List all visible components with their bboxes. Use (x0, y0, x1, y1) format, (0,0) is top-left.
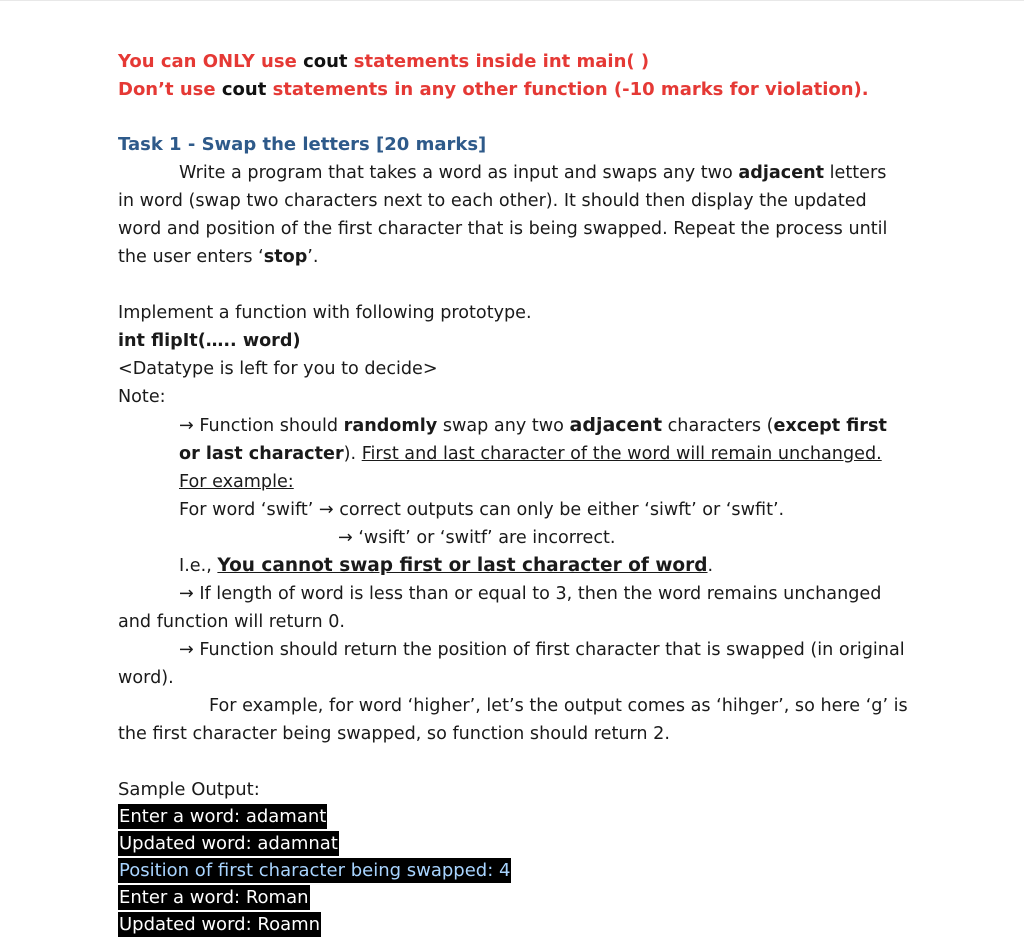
intro-text: ’. (307, 247, 319, 267)
page-top-border (0, 0, 1024, 1)
note-bold-except: except first or last character (179, 416, 887, 464)
sample-line (118, 831, 908, 858)
intro-bold-adjacent: adjacent (738, 163, 825, 183)
note-randomly-swap (118, 411, 908, 496)
warning-text: statements in any other function (-10 marks for violation). (266, 79, 869, 100)
warning-text: Don’t use (118, 79, 222, 100)
sample-line (118, 858, 908, 885)
example-incorrect-line: → ‘wsift’ or ‘switf’ are incorrect. (338, 528, 616, 548)
sample-line-text: Updated word: adamnat (119, 833, 338, 854)
ie-bold-underline: You cannot swap first or last character of word (217, 555, 708, 576)
warning-text: statements inside int main( ) (347, 51, 650, 72)
note-length: → If length of word is less than or equal to 3, then the word remains unchanged and function will return 0. (118, 584, 882, 632)
intro-bold-stop: stop (263, 247, 308, 267)
document-page (118, 48, 908, 939)
cout-keyword: cout (221, 79, 267, 100)
sample-output-block (118, 804, 908, 939)
datatype-note: <Datatype is left for you to decide> (118, 359, 438, 379)
sample-line (118, 912, 908, 939)
ie-line (118, 552, 908, 580)
note-label: Note: (118, 387, 166, 407)
cout-keyword: cout (303, 51, 348, 72)
example-swift-line: For word ‘swift’ → correct outputs can only be either ‘siwft’ or ‘swfit’. (179, 500, 785, 520)
warning-text: You can ONLY use (118, 51, 304, 72)
task-title: Task 1 - Swap the letters [20 marks] (118, 134, 487, 155)
sample-line-text: Enter a word: adamant (119, 806, 327, 827)
implement-line: Implement a function with following prototype. (118, 303, 532, 323)
note-bold-adjacent: adjacent (569, 414, 663, 436)
warning-line-1 (118, 48, 908, 76)
note-return-position: → Function should return the position of first character that is swapped (in original word). (118, 640, 905, 688)
warning-line-2 (118, 76, 908, 104)
sample-line (118, 804, 908, 831)
sample-line-text: Enter a word: Roman (119, 887, 309, 908)
note-text: ). (343, 444, 362, 464)
task-intro (118, 159, 908, 271)
spacer (118, 271, 908, 299)
ie-text: I.e., (179, 556, 218, 576)
sample-output-label: Sample Output: (118, 779, 260, 800)
note-bold-randomly: randomly (343, 416, 438, 436)
intro-text: letters in word (swap two characters next to each other). It should then display the updated word and position of the first character that is being swapped. Repeat the process until the user enters ‘ (118, 163, 888, 267)
intro-text: Write a program that takes a word as input and swaps any two (179, 163, 739, 183)
sample-line (118, 885, 908, 912)
note-text: characters ( (662, 416, 774, 436)
note-underline: First and last character of the word will remain unchanged. For example: (179, 444, 882, 492)
function-prototype: int flipIt(….. word) (118, 331, 301, 351)
example-higher: For example, for word ‘higher’, let’s the output comes as ‘hihger’, so here ‘g’ is the first character being swapped, so function should return 2. (118, 696, 908, 744)
sample-line-text: Updated word: Roamn (119, 914, 321, 935)
spacer (118, 748, 908, 776)
ie-text: . (707, 556, 714, 576)
sample-line-text: Position of first character being swapped: 4 (119, 860, 511, 881)
note-text: → Function should (179, 416, 344, 436)
note-text: swap any two (437, 416, 570, 436)
